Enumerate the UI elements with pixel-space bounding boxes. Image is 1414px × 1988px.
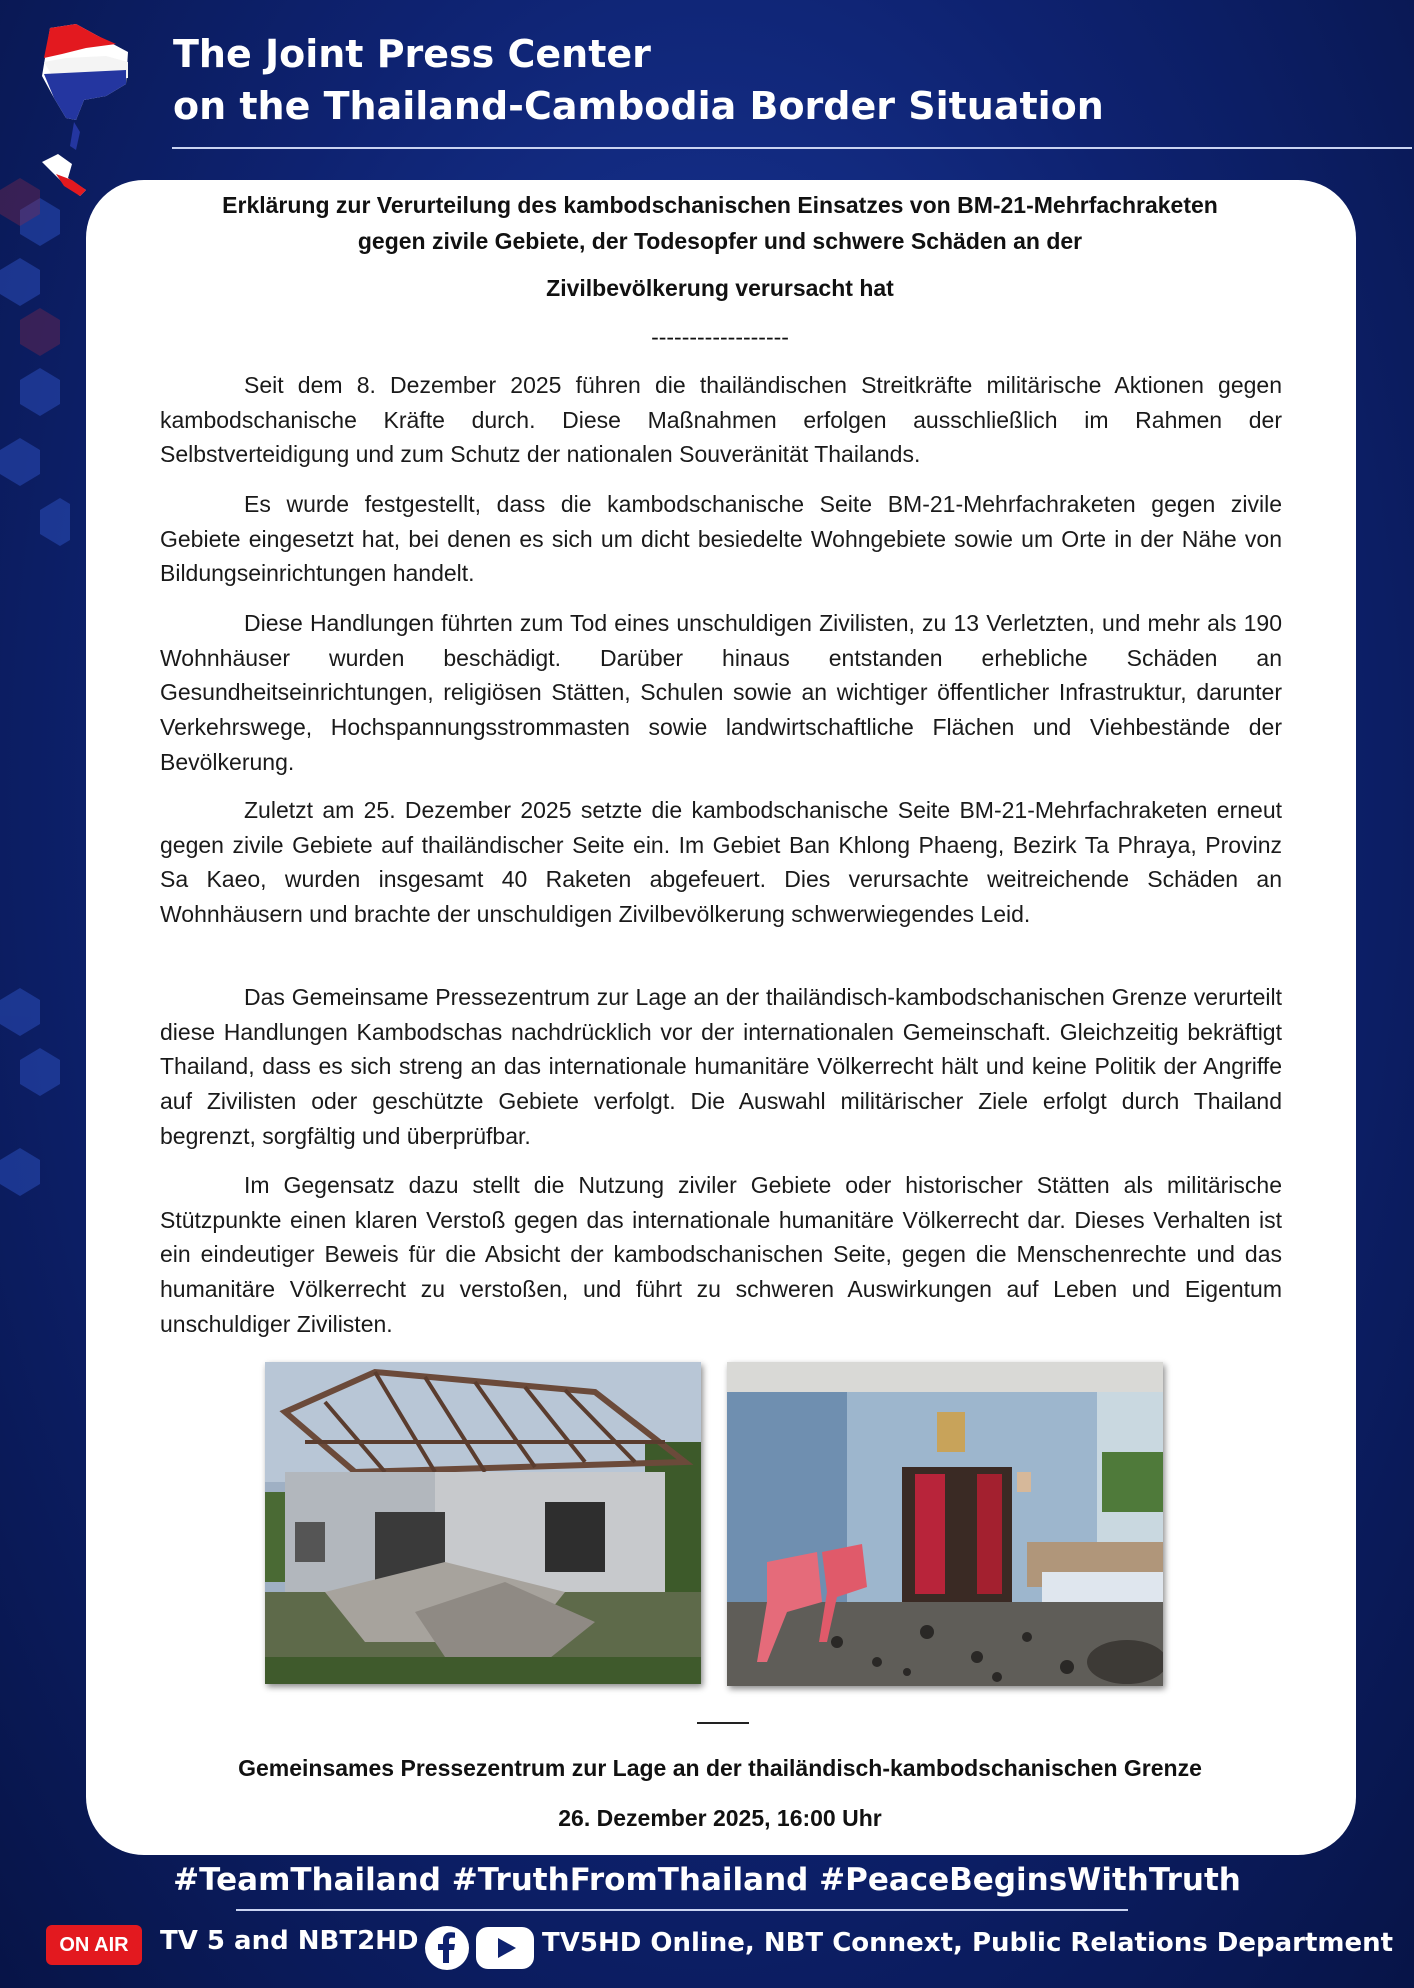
paragraph-4: Zuletzt am 25. Dezember 2025 setzte die kambodschanische Seite BM-21-Mehrfachraketen erneut gegen zivile Gebiete auf thailändischer Seite ein. Im Gebiet Ban Khlong Phaeng, Bezirk Ta Phraya, Provinz Sa Kaeo, wurden insgesamt 40 Raketen abgefeuert. Dies verursachte weitreichende Schäden an Wohnhäusern und brachte der unschuldigen Zivilbevölkerung schwerwiegendes Leid. <box>160 797 1282 928</box>
online-channels: TV5HD Online, NBT Connext, Public Relations Department <box>542 1928 1394 1958</box>
signature-divider <box>697 1722 749 1724</box>
damaged-interior-photo <box>727 1362 1163 1686</box>
youtube-icon[interactable] <box>476 1927 534 1969</box>
paragraph-1: Seit dem 8. Dezember 2025 führen die thailändischen Streitkräfte militärische Aktionen gegen kambodschanische Kräfte durch. Diese Maßnahmen erfolgen ausschließlich im Rahmen der Selbstverteidigung und zum Schutz der nationalen Souveränität Thailands. <box>160 372 1282 468</box>
paragraph-3: Diese Handlungen führten zum Tod eines unschuldigen Zivilisten, zu 13 Verletzten, und mehr als 190 Wohnhäuser wurden beschädigt. Darüber hinaus entstanden erhebliche Schäden an Gesundheitseinrichtungen, religiösen Stätten, Schulen sowie an wichtiger öffentlicher Infrastruktur, darunter Verkehrswege, Hochspannungsstrommasten sowie landwirtschaftliche Flächen und Viehbestände der Bevölkerung. <box>160 610 1282 775</box>
signature-line: Gemeinsames Pressezentrum zur Lage an der thailändisch-kambodschanischen Grenze <box>238 1755 1202 1781</box>
title-separator: ------------------ <box>651 324 789 350</box>
document-title-line2: gegen zivile Gebiete, der Todesopfer und schwere Schäden an der <box>357 228 1083 254</box>
damaged-house-photo <box>265 1362 701 1684</box>
paragraph-2: Es wurde festgestellt, dass die kambodschanische Seite BM-21-Mehrfachraketen gegen zivile Gebiete eingesetzt hat, bei denen es sich um dicht besiedelte Wohngebiete sowie um Orte in der Nähe von Bildungseinrichtungen handelt. <box>160 491 1282 587</box>
footer-divider <box>236 1909 1128 1911</box>
document-title-line1: Erklärung zur Verurteilung des kambodschanischen Einsatzes von BM-21-Mehrfachraketen <box>222 192 1218 218</box>
hexagon-decoration <box>0 150 70 1300</box>
paragraph-6: Im Gegensatz dazu stellt die Nutzung ziviler Gebiete oder historischer Stätten als militärische Stützpunkte einen klaren Verstoß gegen das internationale humanitäre Völkerrecht dar. Dieses Verhalten ist ein eindeutiger Beweis für die Absicht der kambodschanischen Seite, gegen die Menschenrechte und das humanitäre Völkerrecht zu verstoßen, und führt zu schweren Auswirkungen auf Leben und Eigentum unschuldiger Zivilisten. <box>160 1172 1282 1337</box>
header-divider <box>172 147 1412 149</box>
thailand-map-logo <box>36 22 134 198</box>
header-title-line1: The Joint Press Center <box>173 32 651 76</box>
header-title <box>173 28 1104 132</box>
statement-date: 26. Dezember 2025, 16:00 Uhr <box>558 1805 882 1831</box>
header-title-line2: on the Thailand-Cambodia Border Situation <box>173 84 1104 128</box>
hashtags: #TeamThailand #TruthFromThailand #PeaceBeginsWithTruth <box>173 1862 1241 1898</box>
paragraph-5: Das Gemeinsame Pressezentrum zur Lage an der thailändisch-kambodschanischen Grenze verurteilt diese Handlungen Kambodschas nachdrücklich vor der internationalen Gemeinschaft. Gleichzeitig bekräftigt Thailand, dass es sich streng an das internationale humanitäre Völkerrecht hält und keine Politik der Angriffe auf Zivilisten oder geschützte Gebiete verfolgt. Die Auswahl militärischer Ziele erfolgt durch Thailand begrenzt, sorgfältig und überprüfbar. <box>160 984 1282 1149</box>
tv-channels: TV 5 and NBT2HD <box>160 1926 419 1956</box>
document-title-line3: Zivilbevölkerung verursacht hat <box>546 275 894 301</box>
on-air-badge: ON AIR <box>46 1925 142 1965</box>
facebook-icon[interactable] <box>424 1925 470 1971</box>
